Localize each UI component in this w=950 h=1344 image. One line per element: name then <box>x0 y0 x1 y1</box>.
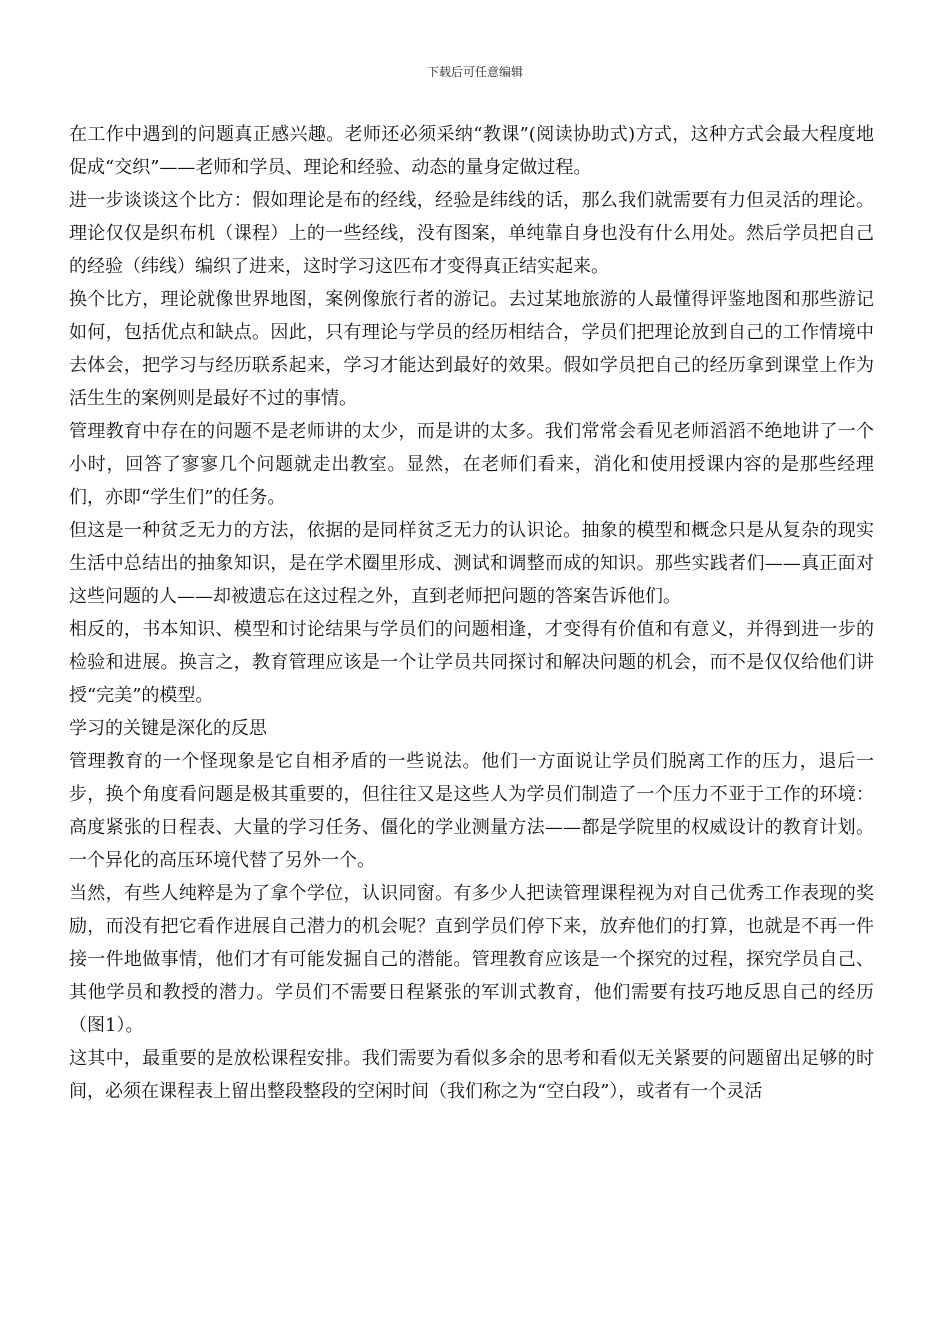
page-header: 下载后可任意编辑 <box>426 65 523 79</box>
paragraph-9: 这其中，最重要的是放松课程安排。我们需要为看似多余的思考和看似无关紧要的问题留出足够的时间，必须在课程表上留出整段整段的空闲时间（我们称之为“空白段”），或者有一个灵活 <box>69 1048 874 1102</box>
paragraph-1: 在工作中遇到的问题真正感兴趣。老师还必须采纳“教课”(阅读协助式)方式，这种方式会最大程度地促成“交织”——老师和学员、理论和经验、动态的量身定做过程。 <box>69 124 874 178</box>
document-body <box>69 118 874 1108</box>
section-heading: 学习的关键是深化的反思 <box>69 718 267 739</box>
paragraph-8: 当然，有些人纯粹是为了拿个学位，认识同窗。有多少人把读管理课程视为对自己优秀工作表现的奖励，而没有把它看作进展自己潜力的机会呢？直到学员们停下来，放弃他们的打算，也就是不再一件接一件地做事情，他们才有可能发掘自己的潜能。管理教育应该是一个探究的过程，探究学员自己、其他学员和教授的潜力。学员们不需要日程紧张的军训式教育，他们需要有技巧地反思自己的经历（图1）。 <box>69 883 874 1036</box>
paragraph-6: 相反的，书本知识、模型和讨论结果与学员们的问题相逢，才变得有价值和有意义，并得到进一步的检验和进展。换言之，教育管理应该是一个让学员共同探讨和解决问题的机会，而不是仅仅给他们讲授“完美”的模型。 <box>69 619 874 706</box>
paragraph-2: 进一步谈谈这个比方：假如理论是布的经线，经验是纬线的话，那么我们就需要有力但灵活的理论。理论仅仅是织布机（课程）上的一些经线，没有图案，单纯靠自身也没有什么用处。然后学员把自己的经验（纬线）编织了进来，这时学习这匹布才变得真正结实起来。 <box>69 190 874 277</box>
paragraph-7: 管理教育的一个怪现象是它自相矛盾的一些说法。他们一方面说让学员们脱离工作的压力，退后一步，换个角度看问题是极其重要的，但往往又是这些人为学员们制造了一个压力不亚于工作的环境：高度紧张的日程表、大量的学习任务、僵化的学业测量方法——都是学院里的权威设计的教育计划。一个异化的高压环境代替了另外一个。 <box>69 751 874 871</box>
paragraph-3: 换个比方，理论就像世界地图，案例像旅行者的游记。去过某地旅游的人最懂得评鉴地图和那些游记如何，包括优点和缺点。因此，只有理论与学员的经历相结合，学员们把理论放到自己的工作情境中去体会，把学习与经历联系起来，学习才能达到最好的效果。假如学员把自己的经历拿到课堂上作为活生生的案例则是最好不过的事情。 <box>69 289 874 409</box>
paragraph-5: 但这是一种贫乏无力的方法，依据的是同样贫乏无力的认识论。抽象的模型和概念只是从复杂的现实生活中总结出的抽象知识，是在学术圈里形成、测试和调整而成的知识。那些实践者们——真正面对这些问题的人——却被遗忘在这过程之外，直到老师把问题的答案告诉他们。 <box>69 520 874 607</box>
paragraph-4: 管理教育中存在的问题不是老师讲的太少，而是讲的太多。我们常常会看见老师滔滔不绝地讲了一个小时，回答了寥寥几个问题就走出教室。显然，在老师们看来，消化和使用授课内容的是那些经理们，亦即“学生们”的任务。 <box>69 421 874 508</box>
